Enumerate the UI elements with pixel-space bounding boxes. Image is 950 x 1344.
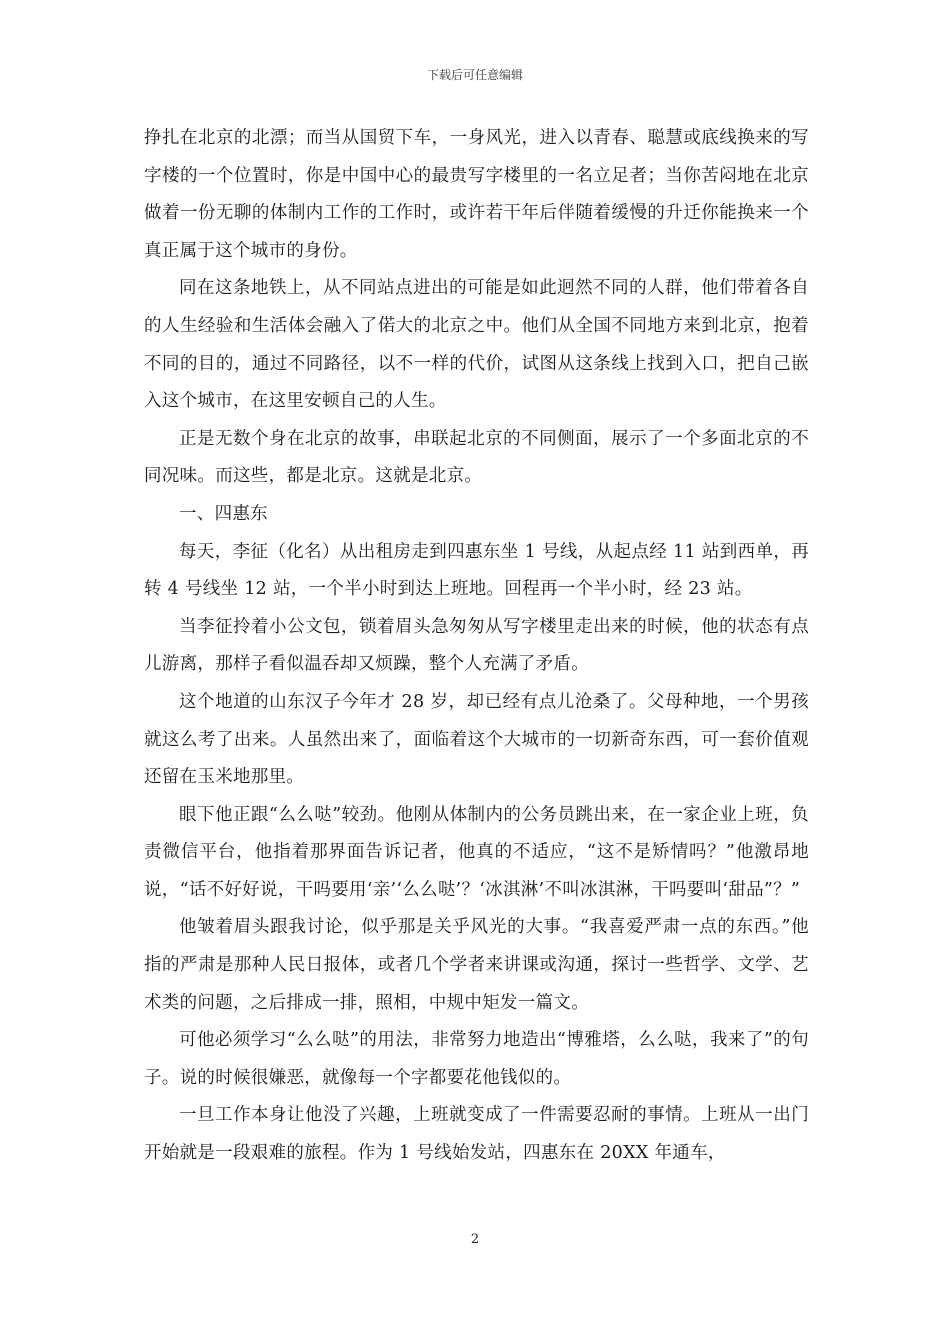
paragraph-8: 他皱着眉头跟我讨论，似乎那是关乎风光的大事。“我喜爱严肃一点的东西。”他指的严肃是那种人民日报体，或者几个学者来讲课或沟通，探讨一些哲学、文学、艺术类的问题，之后排成一排，照相，中规中矩发一篇文。 (144, 917, 809, 1013)
paragraph-2: 同在这条地铁上，从不同站点进出的可能是如此迥然不同的人群，他们带着各自的人生经验和生活体会融入了偌大的北京之中。他们从全国不同地方来到北京，抱着不同的目的，通过不同路径，以不一样的代价，试图从这条线上找到入口，把自己嵌入这个城市，在这里安顿自己的人生。 (144, 278, 809, 412)
page-header: 下载后可任意编辑 (426, 68, 523, 82)
page-number: 2 (470, 1232, 480, 1247)
paragraph-5: 当李征拎着小公文包，锁着眉头急匆匆从写字楼里走出来的时候，他的状态有点儿游离，那样子看似温吞却又烦躁，整个人充满了矛盾。 (144, 616, 809, 675)
paragraph-6: 这个地道的山东汉子今年才 28 岁，却已经有点儿沧桑了。父母种地，一个男孩就这么考了出来。人虽然出来了，面临着这个大城市的一切新奇东西，可一套价值观还留在玉米地那里。 (144, 691, 809, 788)
paragraph-10: 一旦工作本身让他没了兴趣，上班就变成了一件需要忍耐的事情。上班从一出门开始就是一段艰难的旅程。作为 1 号线始发站，四惠东在 20XX 年通车， (144, 1105, 809, 1164)
paragraph-4: 每天，李征（化名）从出租房走到四惠东坐 1 号线，从起点经 11 站到西单，再转 4 号线坐 12 站，一个半小时到达上班地。回程再一个半小时，经 23 站。 (144, 541, 809, 600)
body-text (144, 120, 809, 1173)
paragraph-9: 可他必须学习“么么哒”的用法，非常努力地造出“博雅塔，么么哒，我来了”的句子。说的时候很嫌恶，就像每一个字都要花他钱似的。 (144, 1030, 809, 1088)
section-heading: 一、四惠东 (179, 503, 268, 524)
paragraph-7: 眼下他正跟“么么哒”较劲。他刚从体制内的公务员跳出来，在一家企业上班，负责微信平台，他指着那界面告诉记者，他真的不适应，“这不是矫情吗？”他激昂地说，“话不好好说，干吗要用‘亲’‘么么哒’？‘冰淇淋’不叫冰淇淋，干吗要叫‘甜品”？” (144, 804, 809, 900)
paragraph-1: 挣扎在北京的北漂；而当从国贸下车，一身风光，进入以青春、聪慧或底线换来的写字楼的一个位置时，你是中国中心的最贵写字楼里的一名立足者；当你苦闷地在北京做着一份无聊的体制内工作的工作时，或许若干年后伴随着缓慢的升迁你能换来一个真正属于这个城市的身份。 (144, 128, 809, 261)
paragraph-3: 正是无数个身在北京的故事，串联起北京的不同侧面，展示了一个多面北京的不同况味。而这些，都是北京。这就是北京。 (144, 428, 809, 487)
